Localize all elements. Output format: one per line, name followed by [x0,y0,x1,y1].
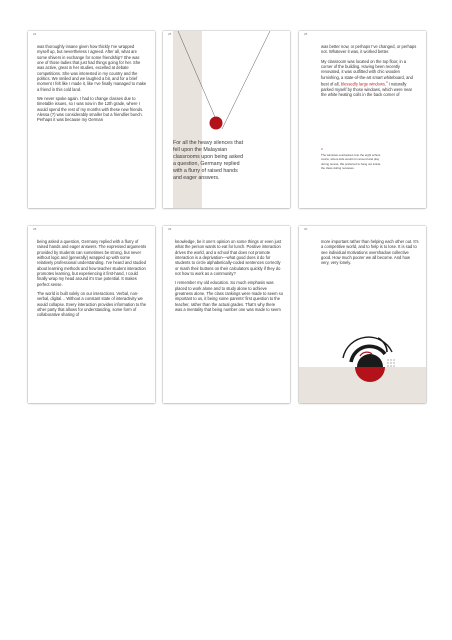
book-page-24 [28,31,155,208]
paragraph: The world is built solely on our interactions. Verbal, non-verbal, digital… Without a constant state of interactivity we would collapse. Every interaction provides information to the other party that allows for understanding, some form of collaborative sharing of [37,291,146,318]
footnote-text: The windows overlooked onto the eight school courts, where kids would run around and play during recess. We preferred to hang out inside the class during recesses. [321,153,381,170]
pendulum-bob [210,117,223,130]
diagonal-line [222,31,270,129]
paragraph-text: My classroom was located on the top floor, in a corner of the building. Having been recently renovated, it was outfitted with chic wooden furnishing, a state-of-the-art smart whiteboard, and best of all, [321,58,413,87]
paragraph: was better now, or perhaps I’ve changed, or perhaps not. Whatever it was, it worked better. [321,44,417,55]
paragraph-text: I naturally parked myself by those windows, which were near the white heating coils in the back corner of [321,81,413,98]
paragraph: more important rather than helping each other out. It’s a competitive world, and to help is to lose. It is sad to see individual motivations overshadow collective good. How much poorer we all become. And how very, very lonely. [321,239,419,266]
page-body [37,239,147,322]
page-number: 26 [304,32,308,36]
page-number: 24 [33,32,37,36]
paragraph [321,59,417,98]
page-body [175,239,283,316]
paragraph: I remember my old education. So much emphasis was placed to work alone and to study alone to achieve greatness alone. The class rankings were made to seem so important to us, it being some parents’ first question to the teacher, rather than the actual grades. That’s why there was a mentality that being number one was made to seem [175,280,284,313]
page-number: 28 [33,227,37,231]
paragraph: being asked a question, Germany replied with a flurry of raised hands and eager answers. The expressed arguments provided by students can sometimes be strong, but never without logic and (generally) wrapped up with some relatively professional understanding. I’ve heard and studied about learning methods and how teacher student interaction promotes learning, but experiencing it first-hand, I could finally wrap my head around it’s true potential. It makes perfect sense. [37,239,147,287]
book-page-26 [299,31,426,208]
paragraph: knowledge, be it one’s opinion on some things or even just what the person wants to eat for lunch. Positive interaction drives the world, and a school that does not promote interaction is a deprivation—what good does it do for students to circle alphabetically-coded sentences correctly or mash their buttons on their calculators quickly if they do not how to work as a community? [175,239,281,277]
footnote-mark: 3 [386,81,388,85]
page-body [37,44,147,127]
paragraph: We never spoke again. I had to change classes due to timetable issues, so I was now in the 12th grade, where I would spend the rest of my months with these new friends. Alessa (?) was considerably smaller but a friendlier bunch. Perhaps it was because my German [37,96,144,123]
dot-grid [388,360,395,367]
book-page-28 [28,226,155,403]
page-number: 30 [304,227,308,231]
page-number: 25 [168,32,172,36]
highlighted-phrase: blessedly large windows. [340,81,387,87]
footnote-number: 3 [321,147,323,151]
book-page-30 [299,226,426,403]
page-body [321,44,417,101]
book-page-29 [163,226,290,403]
page-number: 29 [168,227,172,231]
paragraph: was thoroughly insane given how thickly I’ve wrapped myself up, but nevertheless I agreed. After all, what are some shivers in exchange for some friendship? She was one of those ladies that just had things going for her. She was active, great in her studies, excelled at debate competitions. She was interested in my country and the politics. We smiled and we laughed a bit, and for a brief moment I felt like I made it, like I’ve finally managed to make a friend in this cold land. [37,44,147,92]
book-page-25 [163,31,290,208]
pull-quote: For all the heavy silences that fell upon the Malaysian classrooms upon being asked a question, Germany replied with a flurry of raised hands and eager answers. [173,140,244,182]
black-half-circle [357,354,383,367]
arc-illustration [299,226,426,403]
